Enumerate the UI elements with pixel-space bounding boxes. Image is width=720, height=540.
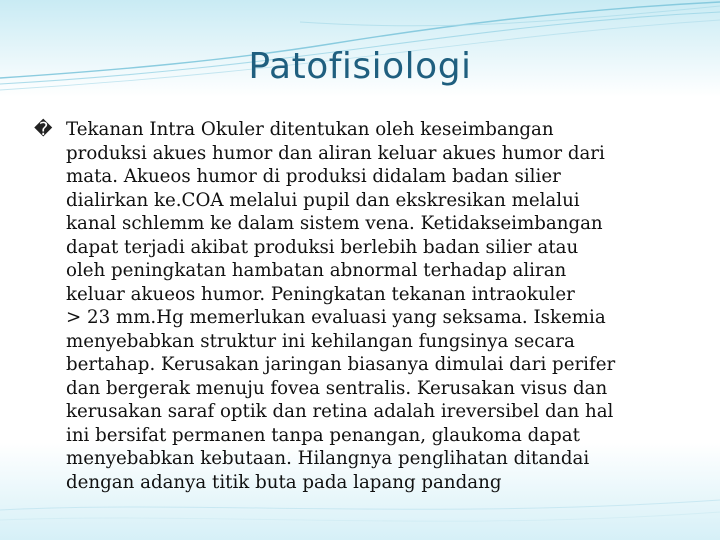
text-line: Tekanan Intra Okuler ditentukan oleh keseimbangan [66,119,554,140]
text-line: kanal schlemm ke dalam sistem vena. Ketidakseimbangan [66,213,603,234]
text-line: keluar akueos humor. Peningkatan tekanan intraokuler [66,283,575,305]
text-line: dapat terjadi akibat produksi berlebih badan silier atau [66,236,579,258]
slide-title: Patofisiologi [248,46,472,87]
slide-body [30,118,690,494]
text-line: ini bersifat permanen tanpa penangan, glaukoma dapat [66,424,580,446]
text-line: menyebabkan struktur ini kehilangan fungsinya secara [66,330,575,352]
text-line: bertahap. Kerusakan jaringan biasanya dimulai dari perifer [66,354,616,375]
text-line: kerusakan saraf optik dan retina adalah ireversibel dan hal [66,401,614,422]
text-line: mata. Akueos humor di produksi didalam badan silier [66,166,561,187]
text-line: > 23 mm.Hg memerlukan evaluasi yang seksama. Iskemia [66,307,606,328]
text-line: oleh peningkatan hambatan abnormal terhadap aliran [66,260,567,281]
text-line: dengan adanya titik buta pada lapang pandang [66,471,502,493]
text-line: dialirkan ke.COA melalui pupil dan ekskresikan melalui [66,189,580,211]
bullet-icon: � [34,119,53,140]
text-line: dan bergerak menuju fovea sentralis. Kerusakan visus dan [66,377,608,399]
text-line: produksi akues humor dan aliran keluar akues humor dari [66,142,605,164]
bullet-paragraph [30,118,690,494]
text-line: menyebabkan kebutaan. Hilangnya penglihatan ditandai [66,448,590,469]
